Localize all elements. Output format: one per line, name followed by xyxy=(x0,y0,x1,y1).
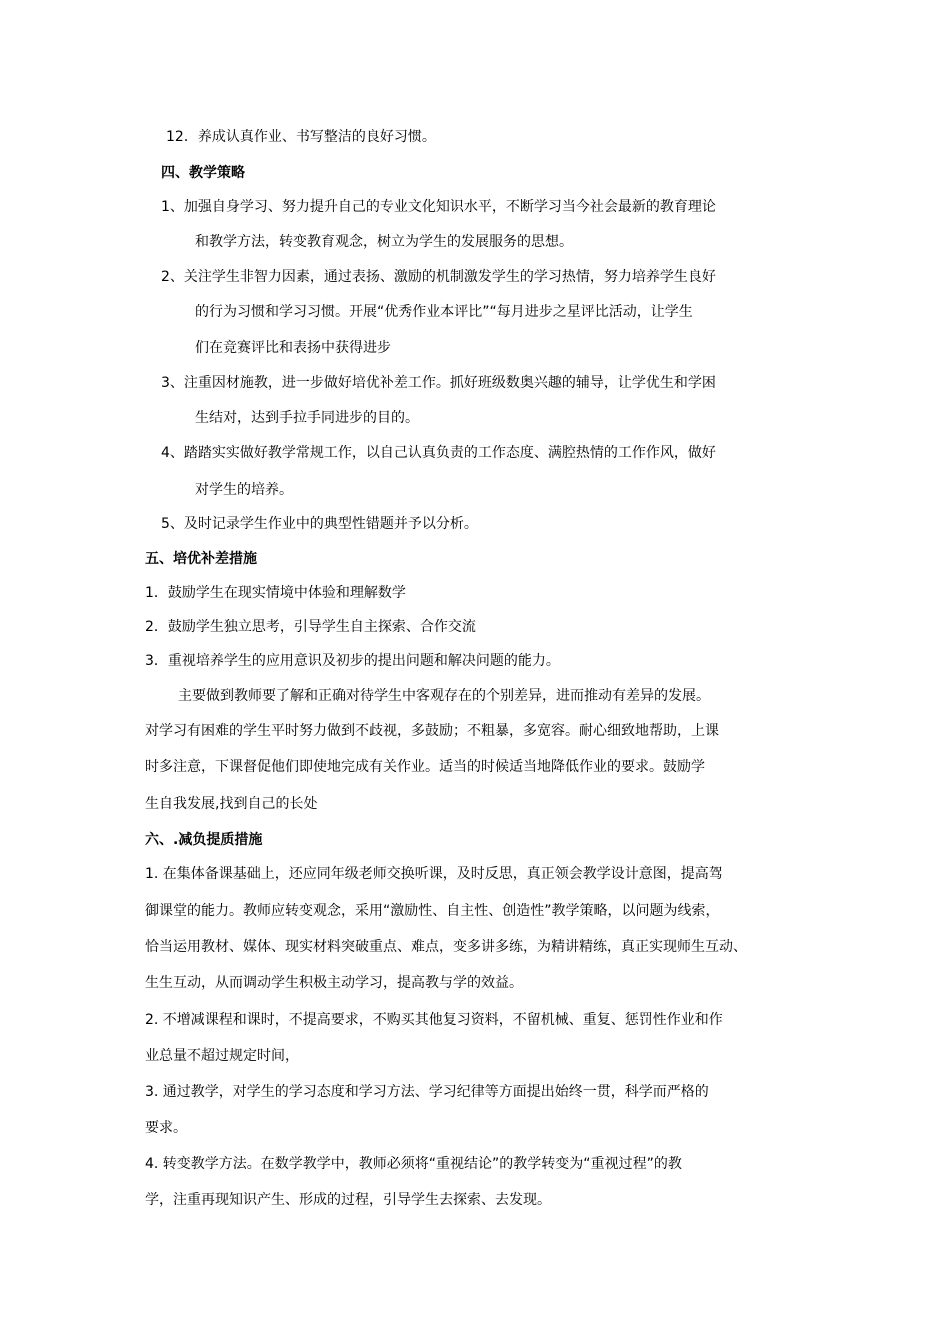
strategy-item-2-cont: 们在竞赛评比和表扬中获得进步 xyxy=(195,340,391,356)
reduce-item-2-cont: 业总量不超过规定时间， xyxy=(145,1048,299,1064)
strategy-item-2: 2、关注学生非智力因素，通过表扬、激励的机制激发学生的学习热情，努力培养学生良好 xyxy=(161,269,716,285)
reduce-item-1-cont: 生生互动，从而调动学生积极主动学习，提高教与学的效益。 xyxy=(145,975,523,991)
strategy-item-1-cont: 和教学方法，转变教育观念，树立为学生的发展服务的思想。 xyxy=(195,234,573,250)
paragraph-line: 生自我发展,找到自己的长处 xyxy=(145,796,318,812)
measure-item-3: 3．重视培养学生的应用意识及初步的提出问题和解决问题的能力。 xyxy=(145,653,560,669)
strategy-item-4-cont: 对学生的培养。 xyxy=(195,482,293,498)
paragraph-line: 时多注意，下课督促他们即使地完成有关作业。适当的时候适当地降低作业的要求。鼓励学 xyxy=(145,759,705,775)
paragraph-line: 主要做到教师要了解和正确对待学生中客观存在的个别差异，进而推动有差异的发展。 xyxy=(178,688,710,704)
strategy-item-2-cont: 的行为习惯和学习习惯。开展“优秀作业本评比”“每月进步之星评比活动，让学生 xyxy=(195,304,693,320)
strategy-item-1: 1、加强自身学习、努力提升自己的专业文化知识水平，不断学习当今社会最新的教育理论 xyxy=(161,199,716,215)
reduce-item-4-cont: 学，注重再现知识产生、形成的过程，引导学生去探索、去发现。 xyxy=(145,1192,551,1208)
reduce-item-1: 1. 在集体备课基础上，还应同年级老师交换听课，及时反思，真正领会教学设计意图，提高驾 xyxy=(145,866,723,882)
paragraph-line: 对学习有困难的学生平时努力做到不歧视，多鼓励；不粗暴，多宽容。耐心细致地帮助，上课 xyxy=(145,723,719,739)
reduce-item-3-cont: 要求。 xyxy=(145,1120,187,1136)
section-heading-5: 五、培优补差措施 xyxy=(145,551,257,567)
reduce-item-1-cont: 恰当运用教材、媒体、现实材料突破重点、难点，变多讲多练，为精讲精练，真正实现师生互动、 xyxy=(145,939,747,955)
measure-item-2: 2．鼓励学生独立思考，引导学生自主探索、合作交流 xyxy=(145,619,476,635)
measure-item-1: 1．鼓励学生在现实情境中体验和理解数学 xyxy=(145,585,406,601)
reduce-item-4: 4. 转变教学方法。在数学教学中，教师必须将“重视结论”的教学转变为“重视过程”的教 xyxy=(145,1156,682,1172)
section-heading-4: 四、教学策略 xyxy=(161,165,245,181)
section-heading-6: 六、.减负提质措施 xyxy=(145,832,263,848)
strategy-item-3-cont: 生结对，达到手拉手同进步的目的。 xyxy=(195,410,419,426)
reduce-item-2: 2. 不增减课程和课时，不提高要求，不购买其他复习资料，不留机械、重复、惩罚性作业和作 xyxy=(145,1012,723,1028)
strategy-item-3: 3、注重因材施教，进一步做好培优补差工作。抓好班级数奥兴趣的辅导，让学优生和学困 xyxy=(161,375,716,391)
reduce-item-3: 3. 通过教学，对学生的学习态度和学习方法、学习纪律等方面提出始终一贯，科学而严格的 xyxy=(145,1084,709,1100)
strategy-item-5: 5、及时记录学生作业中的典型性错题并予以分析。 xyxy=(161,516,478,532)
strategy-item-4: 4、踏踏实实做好教学常规工作，以自己认真负责的工作态度、满腔热情的工作作风，做好 xyxy=(161,445,716,461)
list-item-12: 12．养成认真作业、书写整洁的良好习惯。 xyxy=(166,129,436,145)
reduce-item-1-cont: 御课堂的能力。教师应转变观念，采用“激励性、自主性、创造性”教学策略，以问题为线索， xyxy=(145,903,720,919)
